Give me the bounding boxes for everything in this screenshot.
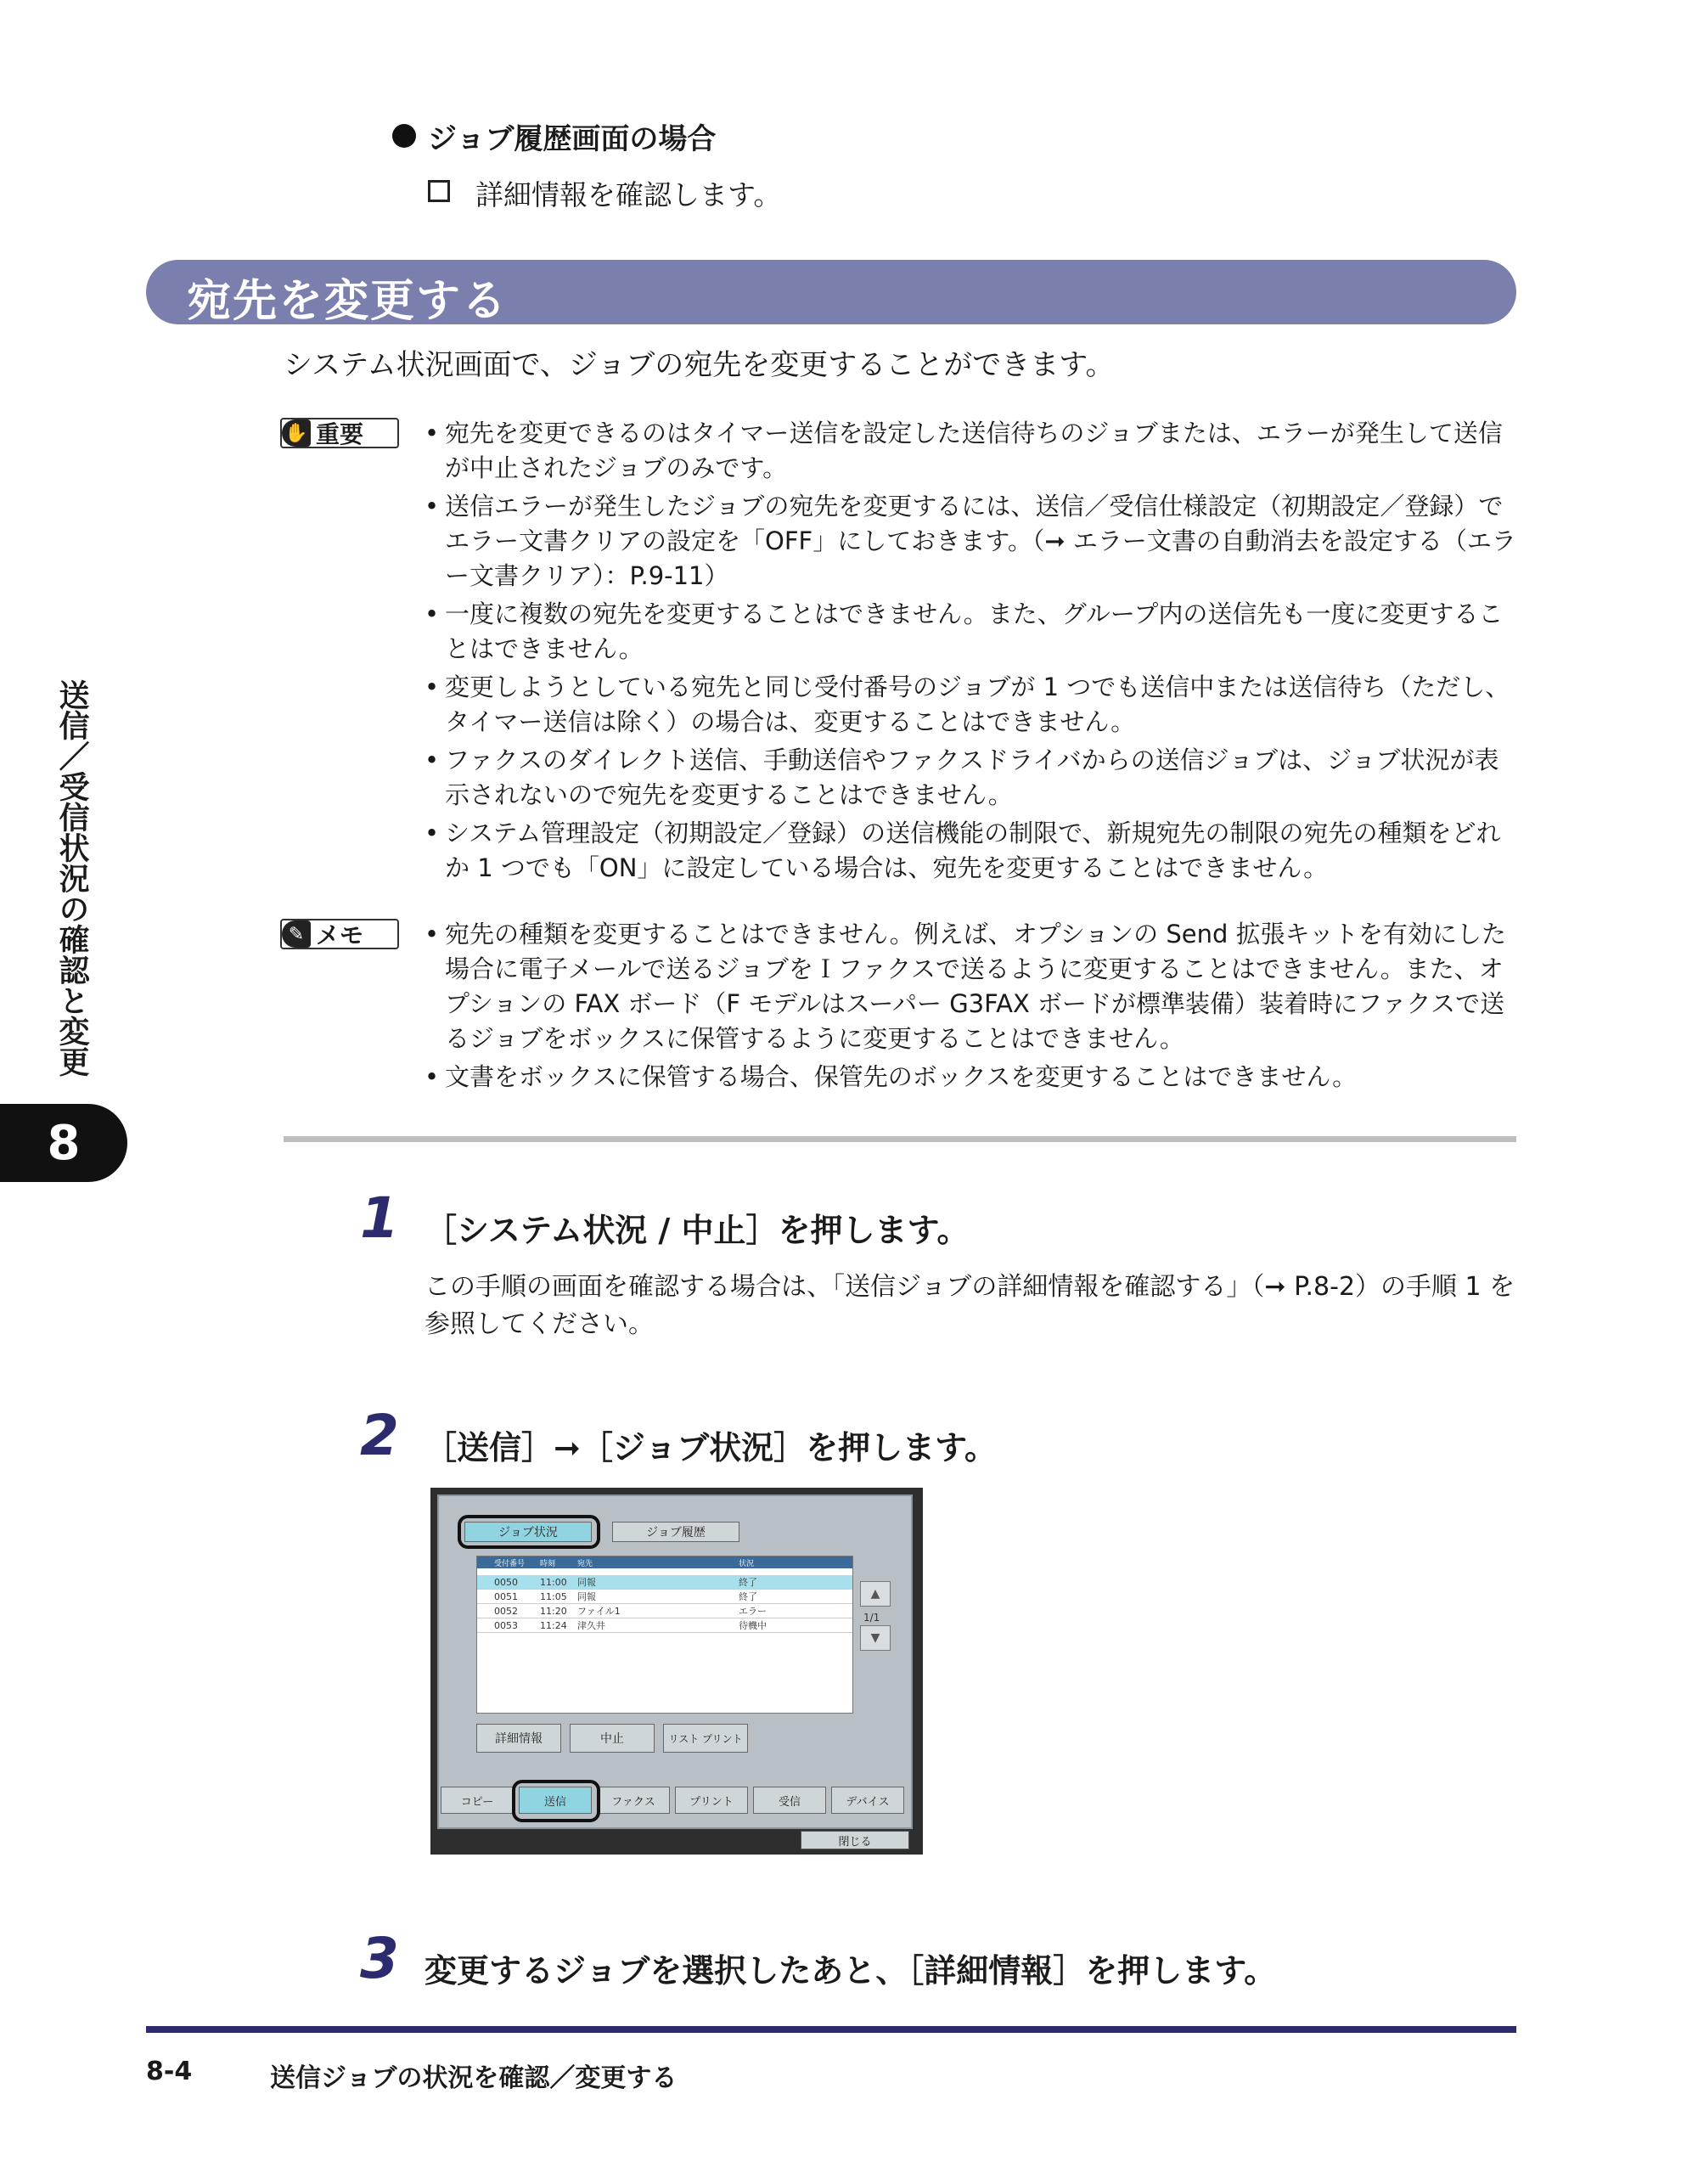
memo-item: • 文書をボックスに保管する場合、保管先のボックスを変更することはできません。 xyxy=(424,1060,1520,1095)
footer-rule xyxy=(146,2026,1516,2033)
cell-dest: 同報 xyxy=(577,1577,596,1588)
important-tag-label: 重要 xyxy=(316,420,364,448)
step-number: 1 xyxy=(360,1185,399,1251)
chapter-side-title: 送信／受信状況の確認と変更 xyxy=(54,679,89,1077)
memo-tag-label: メモ xyxy=(316,921,364,949)
close-button[interactable]: 閉じる xyxy=(801,1831,909,1849)
arrow-up-icon: ▲ xyxy=(870,1587,880,1601)
cell-number: 0053 xyxy=(494,1619,518,1631)
step-desc: この手順の画面を確認する場合は、「送信ジョブの詳細情報を確認する」（➞ P.8-2）の手順 1 を参照してください。 xyxy=(424,1272,1515,1339)
panel-screen xyxy=(437,1494,913,1829)
bottom-tabs xyxy=(441,1787,909,1814)
important-item: • 宛先を変更できるのはタイマー送信を設定した送信待ちのジョブまたは、エラーが発生して送信が中止されたジョブのみです。 xyxy=(424,416,1520,486)
section-intro: システム状況画面で、ジョブの宛先を変更することができます。 xyxy=(284,348,1115,382)
tab-fax[interactable]: ファクス xyxy=(597,1787,670,1814)
tab-device[interactable]: デバイス xyxy=(831,1787,904,1814)
tab-copy[interactable]: コピー xyxy=(441,1787,514,1814)
step-number: 3 xyxy=(360,1926,399,1991)
table-header xyxy=(477,1556,852,1568)
cell-number: 0051 xyxy=(494,1590,518,1602)
tab-job-status[interactable]: ジョブ状況 xyxy=(464,1522,592,1542)
tab-job-history[interactable]: ジョブ履歴 xyxy=(612,1522,739,1542)
panel-screenshot xyxy=(430,1488,923,1855)
cell-number: 0050 xyxy=(494,1576,518,1588)
cell-status: 待機中 xyxy=(739,1620,767,1631)
memo-item: • 宛先の種類を変更することはできません。例えば、オプションの Send 拡張キットを有効にした場合に電子メールで送るジョブをＩファクスで送るように変更することはできません。また、オプションの FAX ボード（F モデルはスーパー G3FAX ボードが標準装備）装着時にファクスで送るジョブをボックスに保管するように変更することはできません。 xyxy=(424,917,1520,1056)
important-tag xyxy=(280,418,399,448)
section-title: 宛先を変更する xyxy=(187,276,509,327)
footer-title: 送信ジョブの状況を確認／変更する xyxy=(270,2063,678,2093)
col-dest: 宛先 xyxy=(577,1559,593,1568)
col-number: 受付番号 xyxy=(494,1559,526,1568)
list-print-button[interactable]: リスト プリント xyxy=(663,1724,748,1753)
cell-number: 0052 xyxy=(494,1605,518,1617)
important-item: • ファクスのダイレクト送信、手動送信やファクスドライバからの送信ジョブは、ジョブ状況が表示されないので宛先を変更することはできません。 xyxy=(424,743,1520,813)
tab-print[interactable]: プリント xyxy=(675,1787,748,1814)
cell-time: 11:20 xyxy=(540,1605,567,1617)
important-item: • 一度に複数の宛先を変更することはできません。また、グループ内の送信先も一度に変更することはできません。 xyxy=(424,597,1520,667)
table-row[interactable] xyxy=(477,1575,852,1590)
step-title: ［システム状況 / 中止］を押します。 xyxy=(424,1212,970,1249)
cell-time: 11:05 xyxy=(540,1590,567,1602)
memo-list xyxy=(424,917,1520,1098)
cell-dest: 同報 xyxy=(577,1591,596,1602)
col-status: 状況 xyxy=(739,1559,755,1568)
scroll-up-button[interactable] xyxy=(860,1581,891,1607)
cell-status: 終了 xyxy=(739,1577,757,1588)
chapter-number: 8 xyxy=(0,1104,127,1182)
step-title: 変更するジョブを選択したあと、［詳細情報］を押します。 xyxy=(424,1952,1277,1990)
arrow-down-icon: ▼ xyxy=(870,1631,880,1645)
table-row[interactable] xyxy=(477,1590,852,1604)
cell-status: エラー xyxy=(739,1606,767,1617)
scroll-down-button[interactable] xyxy=(860,1625,891,1651)
detail-button[interactable]: 詳細情報 xyxy=(476,1724,561,1753)
cell-time: 11:24 xyxy=(540,1619,567,1631)
tab-receive[interactable]: 受信 xyxy=(753,1787,826,1814)
highlight-ring xyxy=(512,1780,600,1822)
cell-dest: 津久井 xyxy=(577,1620,605,1631)
hand-icon: ✋ xyxy=(282,419,311,447)
col-time: 時刻 xyxy=(540,1559,556,1568)
important-list xyxy=(424,416,1520,889)
stop-button[interactable]: 中止 xyxy=(570,1724,655,1753)
important-item: • 送信エラーが発生したジョブの宛先を変更するには、送信／受信仕様設定（初期設定／登録）でエラー文書クリアの設定を「OFF」にしておきます。（➞ エラー文書の自動消去を設定する（エラー文書クリア）：P.9-11） xyxy=(424,489,1520,594)
table-row[interactable] xyxy=(477,1604,852,1618)
step-number: 2 xyxy=(360,1403,399,1468)
important-item: • 変更しようとしている宛先と同じ受付番号のジョブが 1 つでも送信中または送信待ち（ただし、タイマー送信は除く）の場合は、変更することはできません。 xyxy=(424,670,1520,740)
footer-page-number: 8-4 xyxy=(146,2057,193,2086)
cell-status: 終了 xyxy=(739,1591,757,1602)
memo-tag xyxy=(280,919,399,949)
checkbox-icon xyxy=(428,180,450,202)
cell-dest: ファイル1 xyxy=(577,1606,621,1617)
job-table xyxy=(476,1556,853,1714)
bullet-heading: ジョブ履歴画面の場合 xyxy=(428,122,717,156)
cell-time: 11:00 xyxy=(540,1576,567,1588)
tab-send[interactable]: 送信 xyxy=(519,1787,592,1814)
step-title: ［送信］➞［ジョブ状況］を押します。 xyxy=(424,1429,998,1466)
check-item: 詳細情報を確認します。 xyxy=(475,178,782,211)
highlight-ring xyxy=(458,1515,600,1549)
important-item: • システム管理設定（初期設定／登録）の送信機能の制限で、新規宛先の制限の宛先の種類をどれか 1 つでも「ON」に設定している場合は、宛先を変更することはできません。 xyxy=(424,816,1520,886)
divider xyxy=(284,1136,1516,1142)
table-row[interactable] xyxy=(477,1618,852,1633)
bullet-dot xyxy=(392,124,416,148)
pencil-icon: ✎ xyxy=(282,920,311,948)
page-indicator: 1/1 xyxy=(863,1612,880,1624)
